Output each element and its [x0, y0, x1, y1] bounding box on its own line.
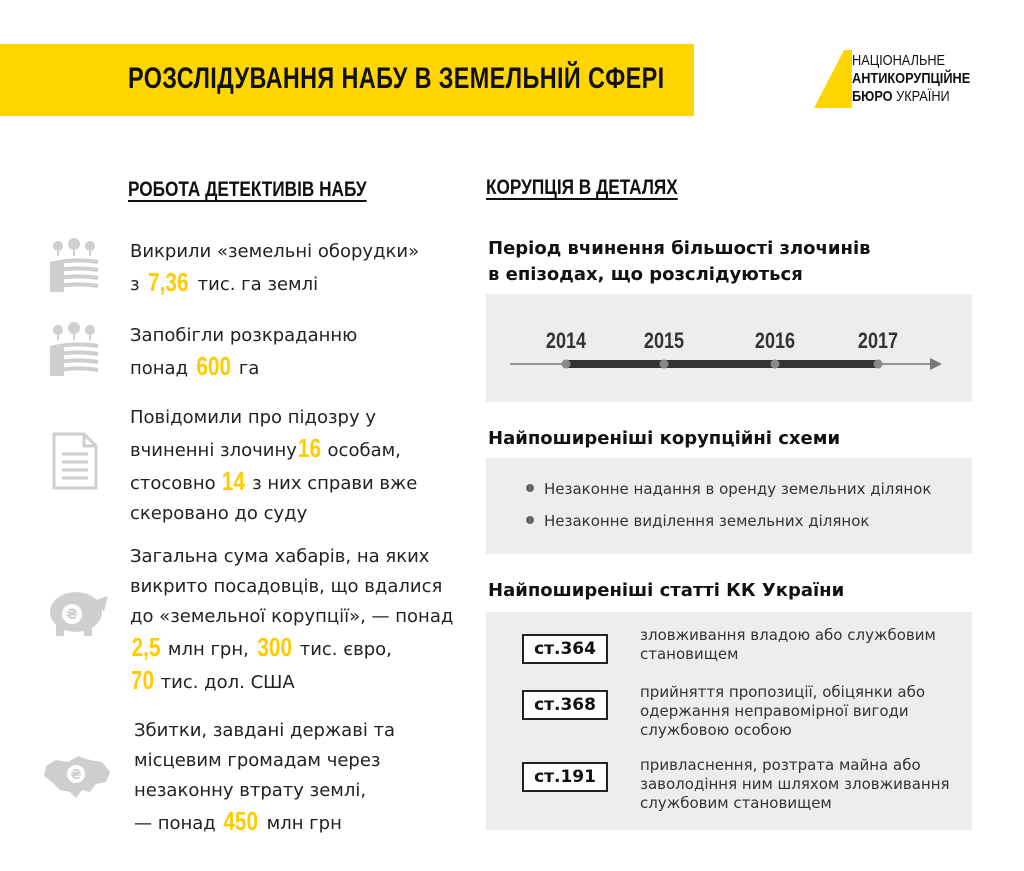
timeline-arrow-icon	[930, 358, 942, 370]
land-plot-icon	[48, 238, 100, 294]
land-plot-icon	[48, 322, 100, 378]
timeline-year: 2014	[545, 328, 587, 353]
article-description: зловживання владою або службовим становищем	[640, 626, 936, 663]
schemes-panel	[486, 458, 972, 554]
article-code: ст.191	[522, 762, 608, 792]
scheme-item: Незаконне надання в оренду земельних ділянок	[526, 480, 931, 498]
nabu-logo-icon	[814, 50, 856, 108]
svg-text:₴: ₴	[70, 768, 82, 783]
stat-suspects: Повідомили про підозру у вчиненні злочину16 особам, стосовно 14 з них справи вже скеровано до суду	[130, 407, 418, 524]
article-code: ст.364	[522, 634, 608, 664]
stat-value: 600	[196, 351, 231, 381]
stat-value: 70	[130, 665, 155, 695]
articles-title: Найпоширеніші статті КК України	[488, 580, 845, 601]
ukraine-map-icon	[42, 752, 112, 802]
timeline-period-bar	[564, 360, 878, 368]
stat-value: 300	[256, 632, 292, 662]
nabu-logo-text	[852, 52, 970, 106]
scheme-item: Незаконне виділення земельних ділянок	[526, 512, 869, 530]
bullet-icon	[526, 516, 534, 524]
timeline-point	[562, 360, 571, 369]
stat-value: 7,36	[148, 267, 189, 297]
logo-line-1: НАЦІОНАЛЬНЕ	[852, 52, 946, 69]
timeline-year: 2015	[643, 328, 685, 353]
stat-land-deals: Викрили «земельні оборудки» з 7,36 тис. га землі	[130, 241, 420, 297]
article-code: ст.368	[522, 690, 608, 720]
stat-value: 14	[222, 466, 246, 496]
timeline-year: 2016	[754, 328, 796, 353]
svg-text:₴: ₴	[65, 607, 79, 623]
bullet-icon	[526, 484, 534, 492]
logo-line-2: АНТИКОРУПЦІЙНЕ	[852, 70, 971, 87]
article-description: прийняття пропозиції, обіцянки або одержання неправомірної вигоди службовою особою	[640, 683, 926, 739]
timeline-point	[874, 360, 883, 369]
timeline-point	[771, 360, 780, 369]
piggy-bank-icon	[44, 586, 112, 638]
stat-value: 16	[297, 433, 321, 463]
timeline-year: 2017	[857, 328, 899, 353]
logo-line-3: БЮРО УКРАЇНИ	[852, 88, 950, 105]
stat-value: 2,5	[131, 632, 161, 662]
schemes-title: Найпоширеніші корупційні схеми	[488, 428, 841, 449]
stat-damages: Збитки, завдані державі та місцевим громадам через незаконну втрату землі, — понад 450 млн грн	[134, 720, 396, 836]
period-title: Період вчинення більшості злочинів в епізодах, що розслідуються	[488, 238, 871, 285]
page-title: РОЗСЛІДУВАННЯ НАБУ В ЗЕМЕЛЬНІЙ СФЕРІ	[128, 62, 665, 95]
stat-value: 450	[223, 806, 259, 836]
stat-prevented-theft: Запобігли розкраданню понад 600 га	[130, 325, 358, 381]
document-icon	[52, 432, 98, 490]
article-description: привласнення, розтрата майна або заволодіння ним шляхом зловживання службовим становищем	[640, 756, 950, 812]
left-section-heading: РОБОТА ДЕТЕКТИВІВ НАБУ	[128, 178, 367, 201]
timeline-point	[660, 360, 669, 369]
right-section-heading: КОРУПЦІЯ В ДЕТАЛЯХ	[486, 176, 678, 199]
stat-bribes: Загальна сума хабарів, на яких викрито посадовців, що вдалися до «земельної корупції», — понад 2,5 млн грн, 300 тис. євро, 70 тис. дол. США	[130, 546, 454, 695]
